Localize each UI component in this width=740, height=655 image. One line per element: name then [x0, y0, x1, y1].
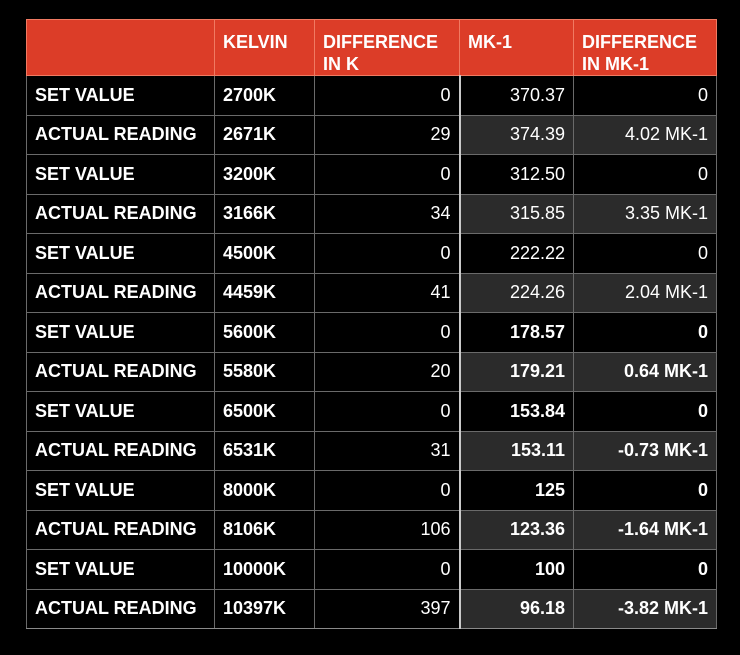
table-row — [27, 431, 717, 471]
table-row — [27, 194, 717, 234]
difference-in-k-cell: 0 — [315, 550, 460, 590]
kelvin-cell: 6500K — [215, 392, 315, 432]
row-label-cell: ACTUAL READING — [27, 194, 215, 234]
difference-in-k-cell: 34 — [315, 194, 460, 234]
difference-in-mk-1-cell: -1.64 MK-1 — [574, 510, 717, 550]
kelvin-cell: 8000K — [215, 471, 315, 511]
difference-in-k-cell: 0 — [315, 76, 460, 116]
table-row — [27, 313, 717, 353]
difference-in-k-cell: 41 — [315, 273, 460, 313]
difference-in-k-cell: 29 — [315, 115, 460, 155]
header-mk-1: MK-1 — [460, 20, 574, 76]
kelvin-cell: 6531K — [215, 431, 315, 471]
kelvin-cell: 2700K — [215, 76, 315, 116]
header-row — [27, 20, 717, 76]
mk-1-cell: 315.85 — [460, 194, 574, 234]
difference-in-mk-1-cell: 0 — [574, 392, 717, 432]
row-label-cell: SET VALUE — [27, 550, 215, 590]
difference-in-mk-1-cell: 0 — [574, 471, 717, 511]
kelvin-cell: 8106K — [215, 510, 315, 550]
row-label-cell: ACTUAL READING — [27, 431, 215, 471]
mk-1-cell: 125 — [460, 471, 574, 511]
kelvin-cell: 10000K — [215, 550, 315, 590]
table-row — [27, 550, 717, 590]
table-row — [27, 589, 717, 629]
mk-1-cell: 153.11 — [460, 431, 574, 471]
row-label-cell: SET VALUE — [27, 234, 215, 274]
mk-1-cell: 370.37 — [460, 76, 574, 116]
difference-in-mk-1-cell: -3.82 MK-1 — [574, 589, 717, 629]
difference-in-k-cell: 397 — [315, 589, 460, 629]
difference-in-mk-1-cell: 3.35 MK-1 — [574, 194, 717, 234]
row-label-cell: ACTUAL READING — [27, 510, 215, 550]
mk-1-cell: 153.84 — [460, 392, 574, 432]
difference-in-k-cell: 0 — [315, 471, 460, 511]
row-label-cell: SET VALUE — [27, 76, 215, 116]
color-temperature-table — [26, 19, 717, 629]
difference-in-mk-1-cell: 0 — [574, 550, 717, 590]
header-difference-in-k: DIFFERENCE IN K — [315, 20, 460, 76]
difference-in-k-cell: 106 — [315, 510, 460, 550]
difference-in-mk-1-cell: 0 — [574, 313, 717, 353]
row-label-cell: SET VALUE — [27, 471, 215, 511]
header-label — [27, 20, 215, 76]
table-row — [27, 273, 717, 313]
table-body — [27, 76, 717, 629]
difference-in-mk-1-cell: 0 — [574, 155, 717, 195]
mk-1-cell: 179.21 — [460, 352, 574, 392]
table-row — [27, 115, 717, 155]
row-label-cell: ACTUAL READING — [27, 589, 215, 629]
table-row — [27, 76, 717, 116]
table-row — [27, 352, 717, 392]
mk-1-cell: 123.36 — [460, 510, 574, 550]
row-label-cell: SET VALUE — [27, 313, 215, 353]
difference-in-mk-1-cell: 0 — [574, 76, 717, 116]
kelvin-cell: 5580K — [215, 352, 315, 392]
table-row — [27, 510, 717, 550]
kelvin-cell: 4459K — [215, 273, 315, 313]
difference-in-mk-1-cell: 0 — [574, 234, 717, 274]
row-label-cell: SET VALUE — [27, 155, 215, 195]
row-label-cell: ACTUAL READING — [27, 352, 215, 392]
header-difference-in-mk-1: DIFFERENCE IN MK-1 — [574, 20, 717, 76]
mk-1-cell: 100 — [460, 550, 574, 590]
difference-in-mk-1-cell: 0.64 MK-1 — [574, 352, 717, 392]
row-label-cell: SET VALUE — [27, 392, 215, 432]
header-kelvin: KELVIN — [215, 20, 315, 76]
mk-1-cell: 178.57 — [460, 313, 574, 353]
difference-in-k-cell: 31 — [315, 431, 460, 471]
mk-1-cell: 222.22 — [460, 234, 574, 274]
table-row — [27, 392, 717, 432]
difference-in-mk-1-cell: 2.04 MK-1 — [574, 273, 717, 313]
kelvin-cell: 3166K — [215, 194, 315, 234]
difference-in-mk-1-cell: -0.73 MK-1 — [574, 431, 717, 471]
kelvin-cell: 5600K — [215, 313, 315, 353]
difference-in-k-cell: 0 — [315, 234, 460, 274]
row-label-cell: ACTUAL READING — [27, 115, 215, 155]
kelvin-cell: 3200K — [215, 155, 315, 195]
difference-in-k-cell: 0 — [315, 155, 460, 195]
difference-in-mk-1-cell: 4.02 MK-1 — [574, 115, 717, 155]
row-label-cell: ACTUAL READING — [27, 273, 215, 313]
difference-in-k-cell: 20 — [315, 352, 460, 392]
mk-1-cell: 96.18 — [460, 589, 574, 629]
mk-1-cell: 224.26 — [460, 273, 574, 313]
difference-in-k-cell: 0 — [315, 392, 460, 432]
difference-in-k-cell: 0 — [315, 313, 460, 353]
table-row — [27, 471, 717, 511]
mk-1-cell: 312.50 — [460, 155, 574, 195]
kelvin-cell: 2671K — [215, 115, 315, 155]
kelvin-cell: 4500K — [215, 234, 315, 274]
mk-1-cell: 374.39 — [460, 115, 574, 155]
table-row — [27, 234, 717, 274]
table-row — [27, 155, 717, 195]
kelvin-cell: 10397K — [215, 589, 315, 629]
